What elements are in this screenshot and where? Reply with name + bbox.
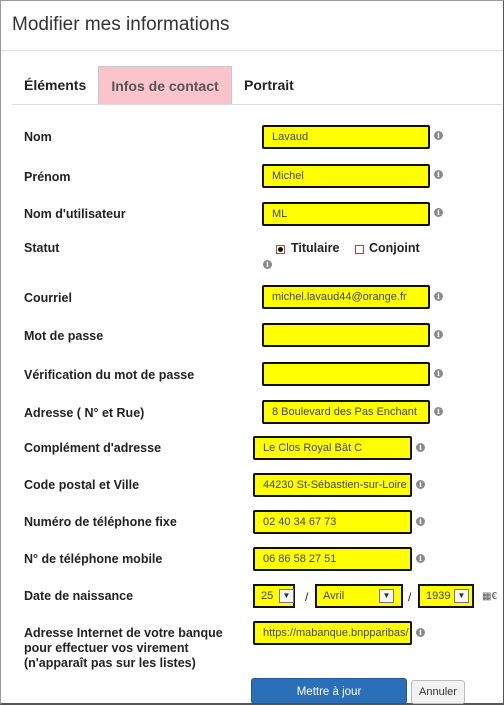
naissance-label: Date de naissance xyxy=(24,589,134,603)
nom-field[interactable]: Lavaud xyxy=(262,125,430,149)
radio-titulaire[interactable] xyxy=(276,245,285,254)
adresse-label: Adresse ( N° et Rue) xyxy=(24,406,145,420)
birth-day-select[interactable] xyxy=(253,584,295,608)
bank-label-line-2: pour effectuer vos virement xyxy=(24,641,189,655)
date-separator: / xyxy=(305,590,309,604)
telfixe-label: Numéro de téléphone fixe xyxy=(24,515,177,529)
statut-label: Statut xyxy=(24,241,60,255)
update-button[interactable]: Mettre à jour xyxy=(251,678,407,704)
bank-label xyxy=(24,626,223,671)
birth-month-value: Avril xyxy=(323,590,345,602)
info-icon: i xyxy=(434,208,443,217)
info-icon: i xyxy=(416,443,425,452)
birth-year-select[interactable] xyxy=(418,584,474,608)
bank-url-field[interactable]: https://mabanque.bnpparibas/ xyxy=(253,621,412,645)
radio-conjoint-label: Conjoint xyxy=(369,241,420,255)
bank-label-line-1: Adresse Internet de votre banque xyxy=(24,626,223,640)
username-field[interactable]: ML xyxy=(262,202,430,226)
birth-month-select[interactable] xyxy=(315,584,403,608)
username-label: Nom d'utilisateur xyxy=(24,207,126,221)
password-confirm-label: Vérification du mot de passe xyxy=(24,368,195,382)
tab-elements[interactable]: Éléments xyxy=(24,77,87,93)
info-icon: i xyxy=(434,131,443,140)
info-icon: i xyxy=(434,170,443,179)
info-icon: i xyxy=(434,330,443,339)
info-icon: i xyxy=(434,292,443,301)
info-icon: i xyxy=(263,260,272,269)
tab-portrait[interactable]: Portrait xyxy=(244,77,294,93)
birth-day-value: 25 xyxy=(261,590,274,602)
tabs-divider xyxy=(12,104,502,105)
chevron-down-icon: ▼ xyxy=(279,589,294,603)
title-divider xyxy=(1,50,503,51)
info-icon: i xyxy=(416,554,425,563)
radio-titulaire-label: Titulaire xyxy=(291,241,340,255)
birth-year-value: 1939 xyxy=(426,590,451,602)
radio-conjoint[interactable] xyxy=(355,245,364,254)
courriel-label: Courriel xyxy=(24,291,72,305)
page-title: Modifier mes informations xyxy=(12,14,230,35)
address-complement-field[interactable]: Le Clos Royal Bât C xyxy=(253,436,412,460)
tab-contact-info[interactable]: Infos de contact xyxy=(98,66,232,105)
email-field[interactable]: michel.lavaud44@orange.fr xyxy=(262,285,430,309)
complement-label: Complément d'adresse xyxy=(24,441,162,455)
password-label: Mot de passe xyxy=(24,329,104,343)
password-confirm-field[interactable] xyxy=(262,362,430,386)
info-icon: i xyxy=(434,369,443,378)
landline-field[interactable]: 02 40 34 67 73 xyxy=(253,510,412,534)
postal-city-field[interactable]: 44230 St-Sébastien-sur-Loire xyxy=(253,473,412,497)
address-field[interactable]: 8 Boulevard des Pas Enchant xyxy=(262,400,430,424)
bank-label-line-3: (n'apparaît pas sur les listes) xyxy=(24,656,196,670)
calendar-icon[interactable]: ▦€ xyxy=(482,591,498,602)
prenom-label: Prénom xyxy=(24,170,71,184)
info-icon: i xyxy=(416,480,425,489)
nom-label: Nom xyxy=(24,130,52,144)
info-icon: i xyxy=(416,628,425,637)
prenom-field[interactable]: Michel xyxy=(262,164,430,188)
password-field[interactable] xyxy=(262,323,430,347)
chevron-down-icon: ▼ xyxy=(454,589,469,603)
telmobile-label: N° de téléphone mobile xyxy=(24,552,163,566)
cpville-label: Code postal et Ville xyxy=(24,478,140,492)
info-icon: i xyxy=(434,407,443,416)
date-separator: / xyxy=(408,590,412,604)
euro-sign: € xyxy=(491,591,498,602)
mobile-field[interactable]: 06 86 58 27 51 xyxy=(253,547,412,571)
chevron-down-icon: ▼ xyxy=(379,589,394,603)
cancel-button[interactable]: Annuler xyxy=(411,680,465,704)
info-icon: i xyxy=(416,517,425,526)
